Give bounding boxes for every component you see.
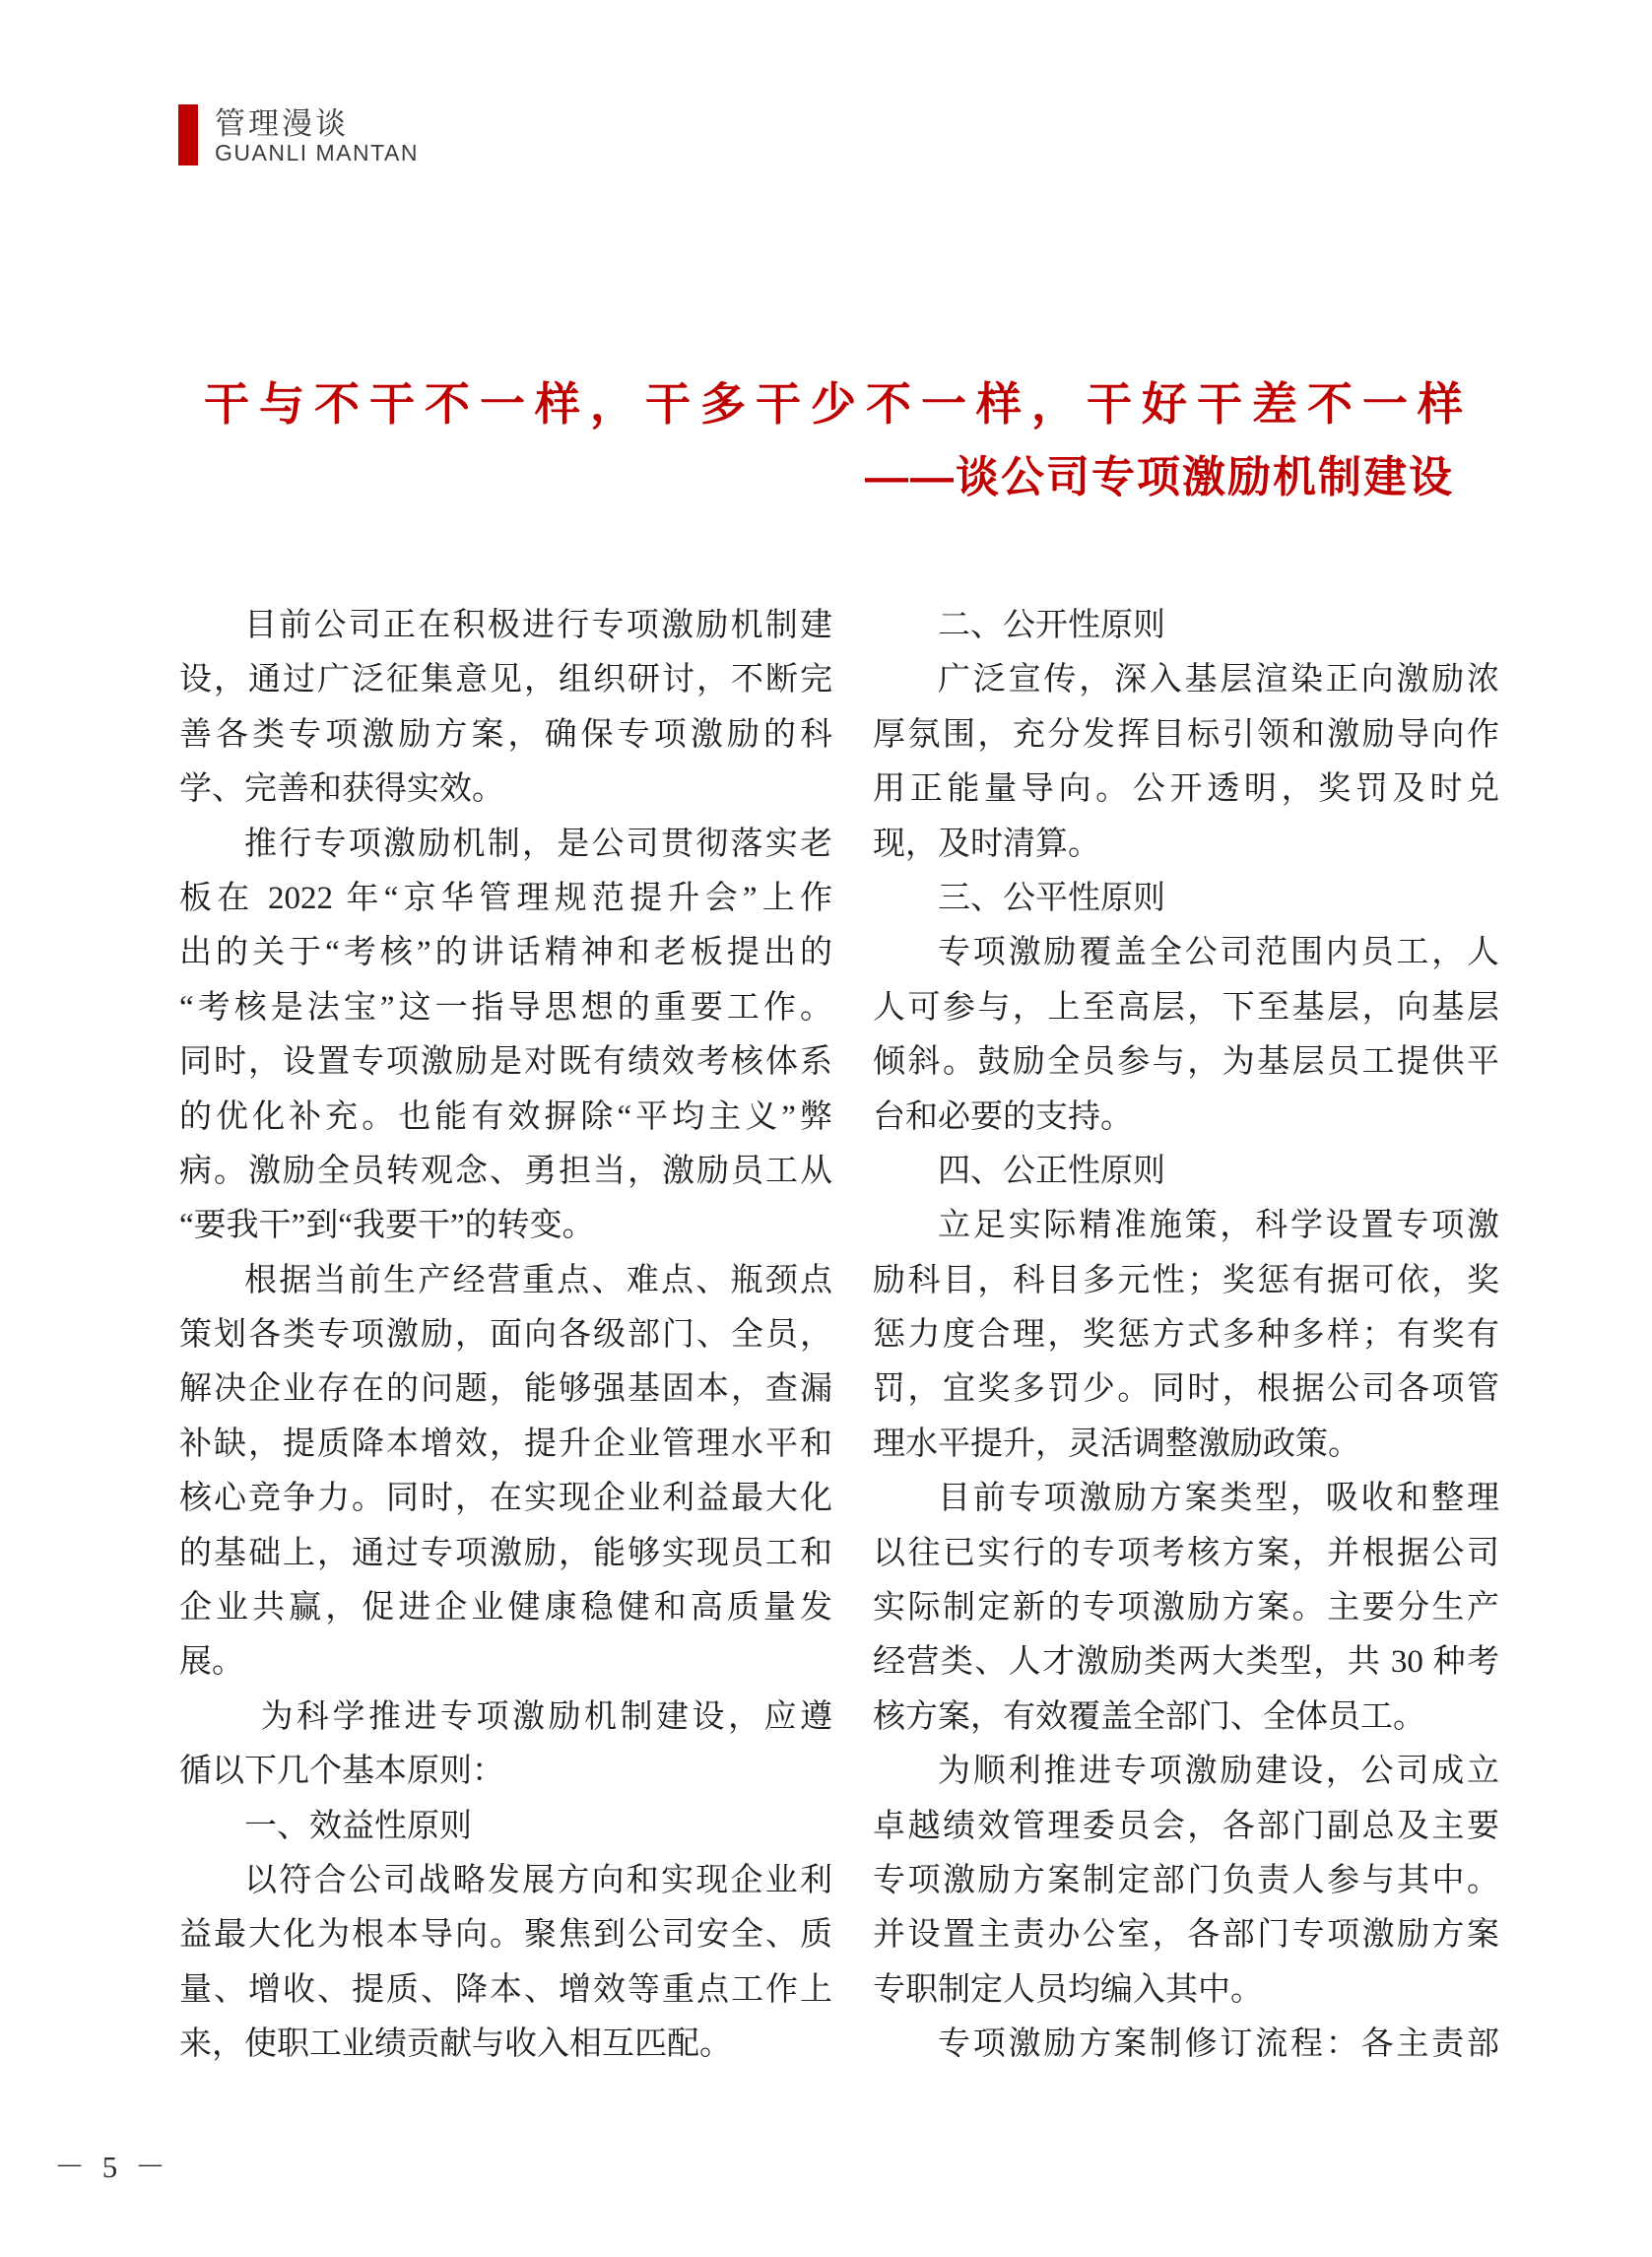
text-line: 倾斜。鼓励全员参与，为基层员工提供平 [873,1044,1499,1081]
text-line: 为顺利推进专项激励建设，公司成立 [938,1754,1499,1790]
text-line: 善各类专项激励方案，确保专项激励的科 [179,716,832,753]
text-line: 同时，设置专项激励是对既有绩效考核体系 [179,1044,832,1081]
text-line: 台和必要的支持。 [873,1098,1133,1135]
page-number: － 5 － [54,2150,170,2184]
text-line: 的基础上，通过专项激励，能够实现员工和 [179,1535,832,1571]
text-line: 板在 2022 年“京华管理规范提升会”上作 [179,880,832,916]
text-line: 卓越绩效管理委员会，各部门副总及主要 [873,1808,1499,1844]
text-line: 学、完善和获得实效。 [179,771,504,808]
text-line: 根据当前生产经营重点、难点、瓶颈点 [244,1262,832,1298]
text-line: 专职制定人员均编入其中。 [873,1971,1263,2008]
text-line: 罚，宜奖多罚少。同时，根据公司各项管 [873,1371,1499,1408]
text-line: 人可参与，上至高层，下至基层，向基层 [873,989,1499,1026]
text-line: 企业共赢，促进企业健康稳健和高质量发 [179,1590,832,1626]
text-line: 补缺，提质降本增效，提升企业管理水平和 [179,1426,832,1462]
article-title: 干与不干不一样，干多干少不一样，干好干差不一样 [204,378,1473,430]
text-line: 核心竞争力。同时，在实现企业利益最大化 [179,1481,832,1517]
text-line: 推行专项激励机制，是公司贯彻落实老 [244,826,832,862]
text-line: 以往已实行的专项考核方案，并根据公司 [873,1535,1499,1571]
text-line: 厚氛围，充分发挥目标引领和激励导向作 [873,716,1499,753]
text-line: 出的关于“考核”的讲话精神和老板提出的 [179,935,832,971]
text-line: 三、公平性原则 [938,880,1165,916]
text-line: 目前公司正在积极进行专项激励机制建 [244,608,832,643]
text-line: 以符合公司战略发展方向和实现企业利 [244,1862,832,1898]
text-line: 来，使职工业绩贡献与收入相互匹配。 [179,2026,732,2063]
text-line: 专项激励方案制修订流程：各主责部 [938,2026,1499,2063]
section-title-en: GUANLI MANTAN [215,140,419,166]
text-line: 益最大化为根本导向。聚焦到公司安全、质 [179,1917,832,1954]
text-line: 展。 [179,1644,244,1681]
text-line: 目前专项激励方案类型，吸收和整理 [938,1481,1499,1517]
text-line: 二、公开性原则 [938,608,1165,643]
text-line: 解决企业存在的问题，能够强基固本，查漏 [179,1371,832,1408]
text-line: 病。激励全员转观念、勇担当，激励员工从 [179,1153,832,1189]
text-line: 理水平提升，灵活调整激励政策。 [873,1426,1360,1462]
text-line: 广泛宣传，深入基层渲染正向激励浓 [938,662,1499,698]
text-line: 专项激励方案制定部门负责人参与其中。 [873,1862,1499,1898]
text-line: 惩力度合理，奖惩方式多种多样；有奖有 [873,1317,1499,1354]
text-line: 一、效益性原则 [244,1808,472,1844]
text-line: 并设置主责办公室，各部门专项激励方案 [873,1917,1499,1954]
article-subtitle: ——谈公司专项激励机制建设 [865,453,1454,501]
text-line: 核方案，有效覆盖全部门、全体员工。 [873,1698,1425,1735]
left-column [179,599,832,2073]
section-title-cn: 管理漫谈 [215,106,349,141]
right-column [873,599,1499,2073]
text-line: 四、公正性原则 [938,1153,1165,1189]
text-line: 的优化补充。也能有效摒除“平均主义”弊 [179,1098,832,1135]
text-line: 设，通过广泛征集意见，组织研讨，不断完 [179,662,832,698]
text-line: 经营类、人才激励类两大类型，共 30 种考 [873,1644,1499,1681]
text-line: 循以下几个基本原则： [179,1754,504,1790]
text-line: “考核是法宝”这一指导思想的重要工作。 [179,989,832,1026]
text-line: 策划各类专项激励，面向各级部门、全员， [179,1317,832,1354]
text-line: 立足实际精准施策，科学设置专项激 [938,1208,1499,1244]
text-line: 用正能量导向。公开透明，奖罚及时兑 [873,771,1499,808]
text-line: 实际制定新的专项激励方案。主要分生产 [873,1590,1499,1626]
text-line: 现，及时清算。 [873,826,1100,862]
text-line: 励科目，科目多元性；奖惩有据可依，奖 [873,1262,1499,1298]
text-line: 专项激励覆盖全公司范围内员工，人 [938,935,1499,971]
section-accent-bar [178,104,198,166]
text-line: “要我干”到“我要干”的转变。 [179,1208,595,1244]
text-line: 为科学推进专项激励机制建设，应遵 [260,1698,832,1735]
text-line: 量、增收、提质、降本、增效等重点工作上 [179,1971,832,2008]
